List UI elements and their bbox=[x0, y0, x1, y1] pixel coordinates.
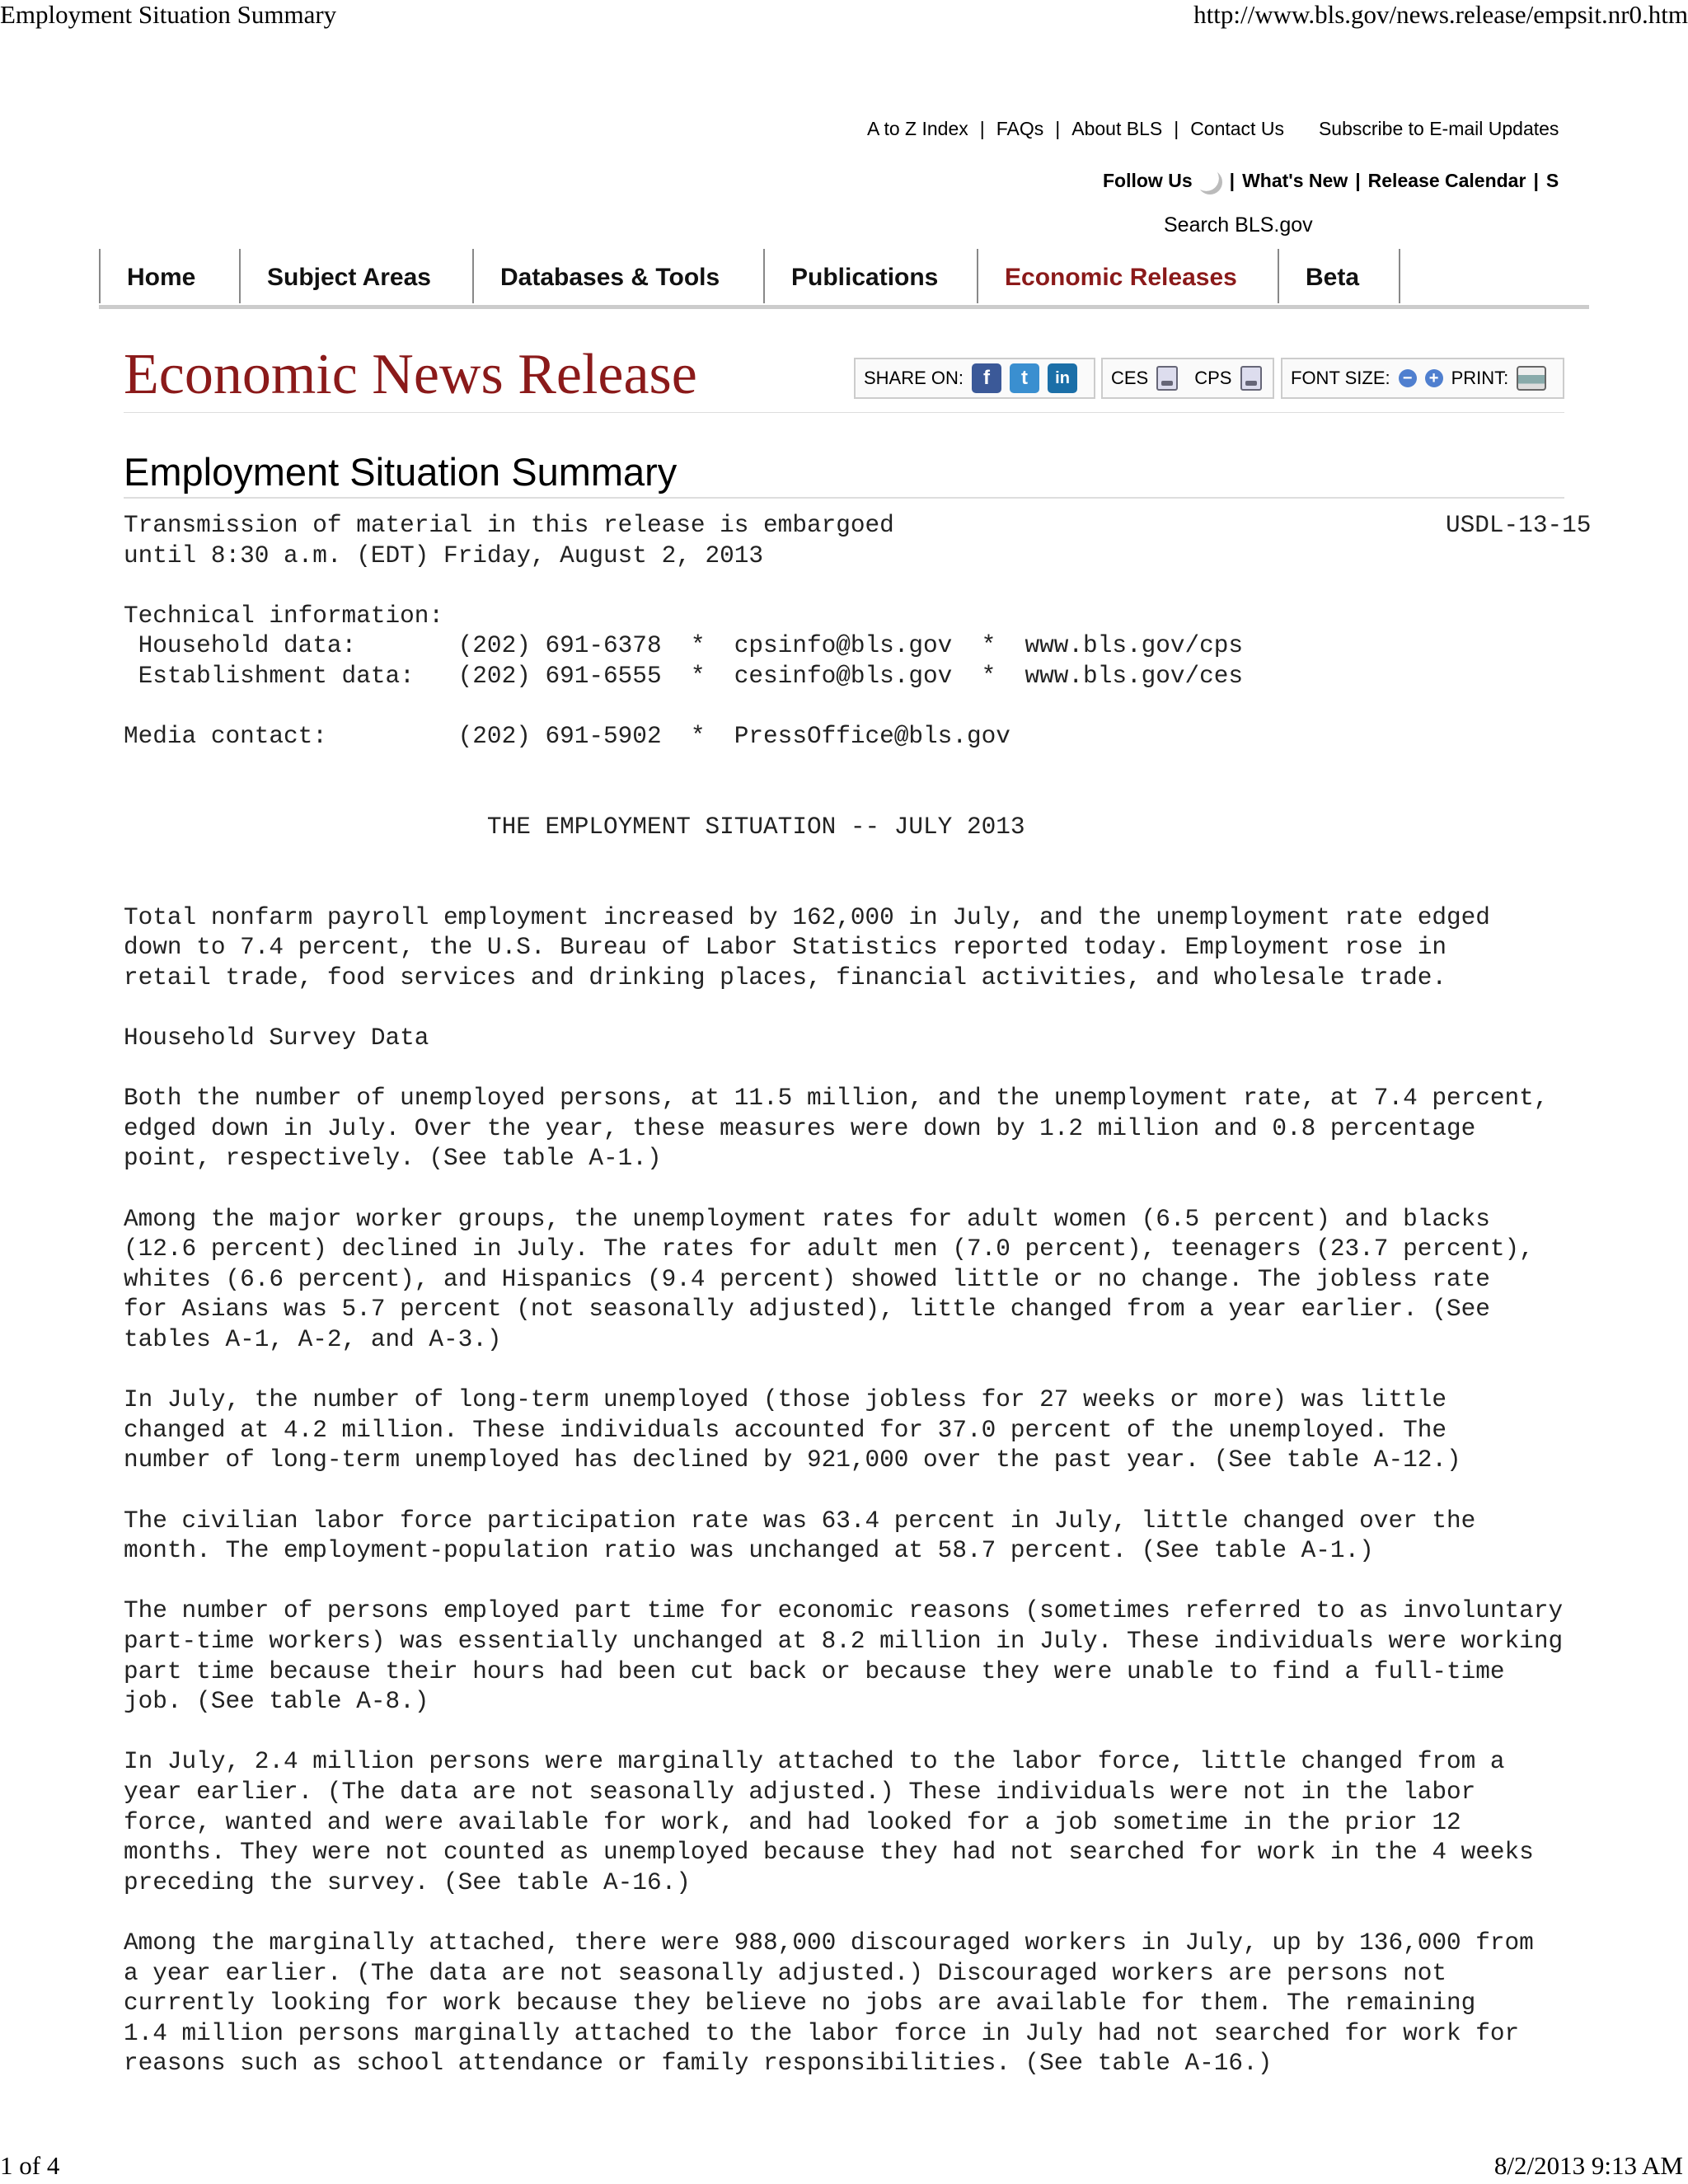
utility-separator: | bbox=[1174, 118, 1179, 139]
divider bbox=[124, 497, 1564, 499]
whats-new-link[interactable]: What's New bbox=[1242, 170, 1348, 192]
release-line: reasons such as school attendance or family responsibilities. (See table A-16.) bbox=[124, 2050, 1273, 2078]
release-line: year earlier. (The data are not seasonally adjusted.) These individuals were not in the labor bbox=[124, 1778, 1476, 1806]
release-line bbox=[124, 1718, 1592, 1748]
release-text bbox=[124, 511, 1592, 2093]
linkedin-icon[interactable]: in bbox=[1048, 363, 1077, 393]
release-line: whites (6.6 percent), and Hispanics (9.4 percent) showed little or no change. The jobless rate bbox=[124, 1265, 1490, 1293]
print-footer-page: 1 of 4 bbox=[0, 2151, 60, 2180]
secondary-separator: | bbox=[1533, 170, 1539, 192]
release-line: The civilian labor force participation rate was 63.4 percent in July, little changed over the bbox=[124, 1507, 1476, 1535]
cps-feed-icon[interactable] bbox=[1240, 366, 1262, 391]
release-line: THE EMPLOYMENT SITUATION -- JULY 2013 bbox=[124, 813, 1025, 841]
nav-publications[interactable]: Publications bbox=[763, 249, 973, 303]
release-line: force, wanted and were available for work, and had looked for a job sometime in the prior 12 bbox=[124, 1808, 1461, 1836]
release-line: The number of persons employed part time for economic reasons (sometimes referred to as involuntary bbox=[124, 1597, 1564, 1625]
release-line bbox=[124, 571, 1592, 602]
release-calendar-link[interactable]: Release Calendar bbox=[1367, 170, 1526, 192]
release-line: In July, the number of long-term unemployed (those jobless for 27 weeks or more) was little bbox=[124, 1386, 1447, 1414]
secondary-separator: | bbox=[1229, 170, 1236, 192]
nav-databases-tools[interactable]: Databases & Tools bbox=[472, 249, 764, 303]
utility-link-contact[interactable]: Contact Us bbox=[1190, 118, 1284, 139]
share-label: SHARE ON: bbox=[864, 368, 964, 388]
release-line: preceding the survey. (See table A-16.) bbox=[124, 1868, 691, 1896]
share-toolbar bbox=[854, 358, 1095, 399]
release-line bbox=[124, 843, 1592, 874]
facebook-icon[interactable]: f bbox=[972, 363, 1001, 393]
release-line: Among the marginally attached, there were 988,000 discouraged workers in July, up by 136,000 from bbox=[124, 1929, 1534, 1957]
release-line bbox=[124, 1567, 1592, 1597]
release-line bbox=[124, 1476, 1592, 1507]
release-line: currently looking for work because they believe no jobs are available for them. The remaining bbox=[124, 1990, 1476, 2018]
font-print-toolbar bbox=[1281, 358, 1564, 399]
release-line: Establishment data: (202) 691-6555 * cesinfo@bls.gov * www.bls.gov/ces bbox=[124, 662, 1244, 690]
release-line: tables A-1, A-2, and A-3.) bbox=[124, 1326, 502, 1354]
nav-home[interactable]: Home bbox=[99, 249, 234, 303]
utility-separator: | bbox=[1055, 118, 1061, 139]
font-decrease-icon[interactable]: − bbox=[1399, 369, 1417, 387]
release-line bbox=[124, 1898, 1592, 1929]
follow-us-icon[interactable] bbox=[1198, 170, 1222, 194]
utility-link-faqs[interactable]: FAQs bbox=[996, 118, 1044, 139]
release-line: job. (See table A-8.) bbox=[124, 1688, 429, 1716]
secondary-links bbox=[1103, 170, 1559, 194]
release-line bbox=[124, 1174, 1592, 1205]
release-line: Total nonfarm payroll employment increased by 162,000 in July, and the unemployment rate edged bbox=[124, 903, 1490, 931]
ces-feed-icon[interactable] bbox=[1156, 366, 1178, 391]
main-nav bbox=[99, 249, 1589, 309]
release-line: Household data: (202) 691-6378 * cpsinfo@bls.gov * www.bls.gov/cps bbox=[124, 632, 1244, 660]
nav-divider bbox=[1399, 249, 1400, 303]
utility-link-about[interactable]: About BLS bbox=[1071, 118, 1163, 139]
release-line: Among the major worker groups, the unemployment rates for adult women (6.5 percent) and blacks bbox=[124, 1205, 1490, 1233]
release-line bbox=[124, 994, 1592, 1024]
cps-label[interactable]: CPS bbox=[1194, 368, 1232, 388]
release-line: for Asians was 5.7 percent (not seasonally adjusted), little changed from a year earlier. (See bbox=[124, 1296, 1490, 1324]
ces-label[interactable]: CES bbox=[1111, 368, 1149, 388]
release-line: a year earlier. (The data are not seasonally adjusted.) Discouraged workers are persons not bbox=[124, 1959, 1447, 1987]
release-line: (12.6 percent) declined in July. The rates for adult men (7.0 percent), teenagers (23.7 percent), bbox=[124, 1235, 1534, 1263]
print-label: PRINT: bbox=[1451, 368, 1509, 388]
release-line: part-time workers) was essentially unchanged at 8.2 million in July. These individuals were working bbox=[124, 1627, 1564, 1655]
page-title: Employment Situation Summary bbox=[124, 450, 678, 494]
release-line bbox=[124, 1054, 1592, 1085]
release-id: USDL-13-15 bbox=[1446, 512, 1592, 539]
release-line: number of long-term unemployed has declined by 921,000 over the past year. (See table A-12.) bbox=[124, 1446, 1461, 1474]
release-line: 1.4 million persons marginally attached to the labor force in July had not searched for work for bbox=[124, 2019, 1520, 2047]
twitter-icon[interactable]: t bbox=[1010, 363, 1039, 393]
release-line: months. They were not counted as unemployed because they had not searched for work in the 4 weeks bbox=[124, 1839, 1534, 1867]
search-label[interactable]: Search BLS.gov bbox=[1164, 213, 1313, 237]
print-header-title: Employment Situation Summary bbox=[0, 0, 337, 29]
release-line bbox=[124, 1356, 1592, 1386]
feed-toolbar bbox=[1101, 358, 1274, 399]
release-line: retail trade, food services and drinking places, financial activities, and wholesale trade. bbox=[124, 963, 1447, 991]
headline: Economic News Release bbox=[124, 343, 697, 406]
divider bbox=[124, 412, 1564, 413]
font-increase-icon[interactable]: + bbox=[1425, 369, 1443, 387]
secondary-separator: | bbox=[1355, 170, 1361, 192]
release-line: part time because their hours had been cut back or because they were unable to find a full-time bbox=[124, 1657, 1505, 1685]
print-footer-datetime: 8/2/2013 9:13 AM bbox=[1493, 2151, 1683, 2180]
nav-economic-releases[interactable]: Economic Releases bbox=[977, 249, 1277, 303]
release-line: Transmission of material in this release is embargoed bbox=[124, 512, 894, 539]
nav-beta[interactable]: Beta bbox=[1278, 249, 1384, 303]
utility-separator: | bbox=[979, 118, 985, 139]
follow-us-link[interactable]: Follow Us bbox=[1103, 170, 1193, 192]
release-line: edged down in July. Over the year, these measures were down by 1.2 million and 0.8 percentage bbox=[124, 1114, 1476, 1142]
release-line bbox=[124, 782, 1592, 813]
utility-link-a-to-z[interactable]: A to Z Index bbox=[867, 118, 968, 139]
release-line bbox=[124, 873, 1592, 903]
utility-links bbox=[867, 118, 1559, 140]
release-line: down to 7.4 percent, the U.S. Bureau of Labor Statistics reported today. Employment rose in bbox=[124, 934, 1447, 962]
font-size-label: FONT SIZE: bbox=[1291, 368, 1390, 388]
printer-icon[interactable] bbox=[1517, 366, 1546, 391]
release-line: Both the number of unemployed persons, at 11.5 million, and the unemployment rate, at 7.4 percent, bbox=[124, 1085, 1549, 1113]
release-line: point, respectively. (See table A-1.) bbox=[124, 1145, 662, 1173]
release-line: Technical information: bbox=[124, 602, 444, 630]
nav-subject-areas[interactable]: Subject Areas bbox=[239, 249, 473, 303]
release-line bbox=[124, 692, 1592, 723]
print-header-url: http://www.bls.gov/news.release/empsit.nr0.htm bbox=[1193, 0, 1688, 29]
subscribe-link[interactable]: Subscribe to E-mail Updates bbox=[1318, 118, 1559, 139]
truncated-link[interactable]: S bbox=[1545, 170, 1559, 192]
release-line bbox=[124, 752, 1592, 783]
release-line: Household Survey Data bbox=[124, 1024, 429, 1052]
release-line: until 8:30 a.m. (EDT) Friday, August 2, 2013 bbox=[124, 541, 764, 569]
release-line: changed at 4.2 million. These individuals accounted for 37.0 percent of the unemployed. The bbox=[124, 1416, 1447, 1444]
release-line: Media contact: (202) 691-5902 * PressOffice@bls.gov bbox=[124, 723, 1010, 751]
release-line: In July, 2.4 million persons were marginally attached to the labor force, little changed from a bbox=[124, 1748, 1505, 1776]
release-line: month. The employment-population ratio was unchanged at 58.7 percent. (See table A-1.) bbox=[124, 1537, 1374, 1565]
